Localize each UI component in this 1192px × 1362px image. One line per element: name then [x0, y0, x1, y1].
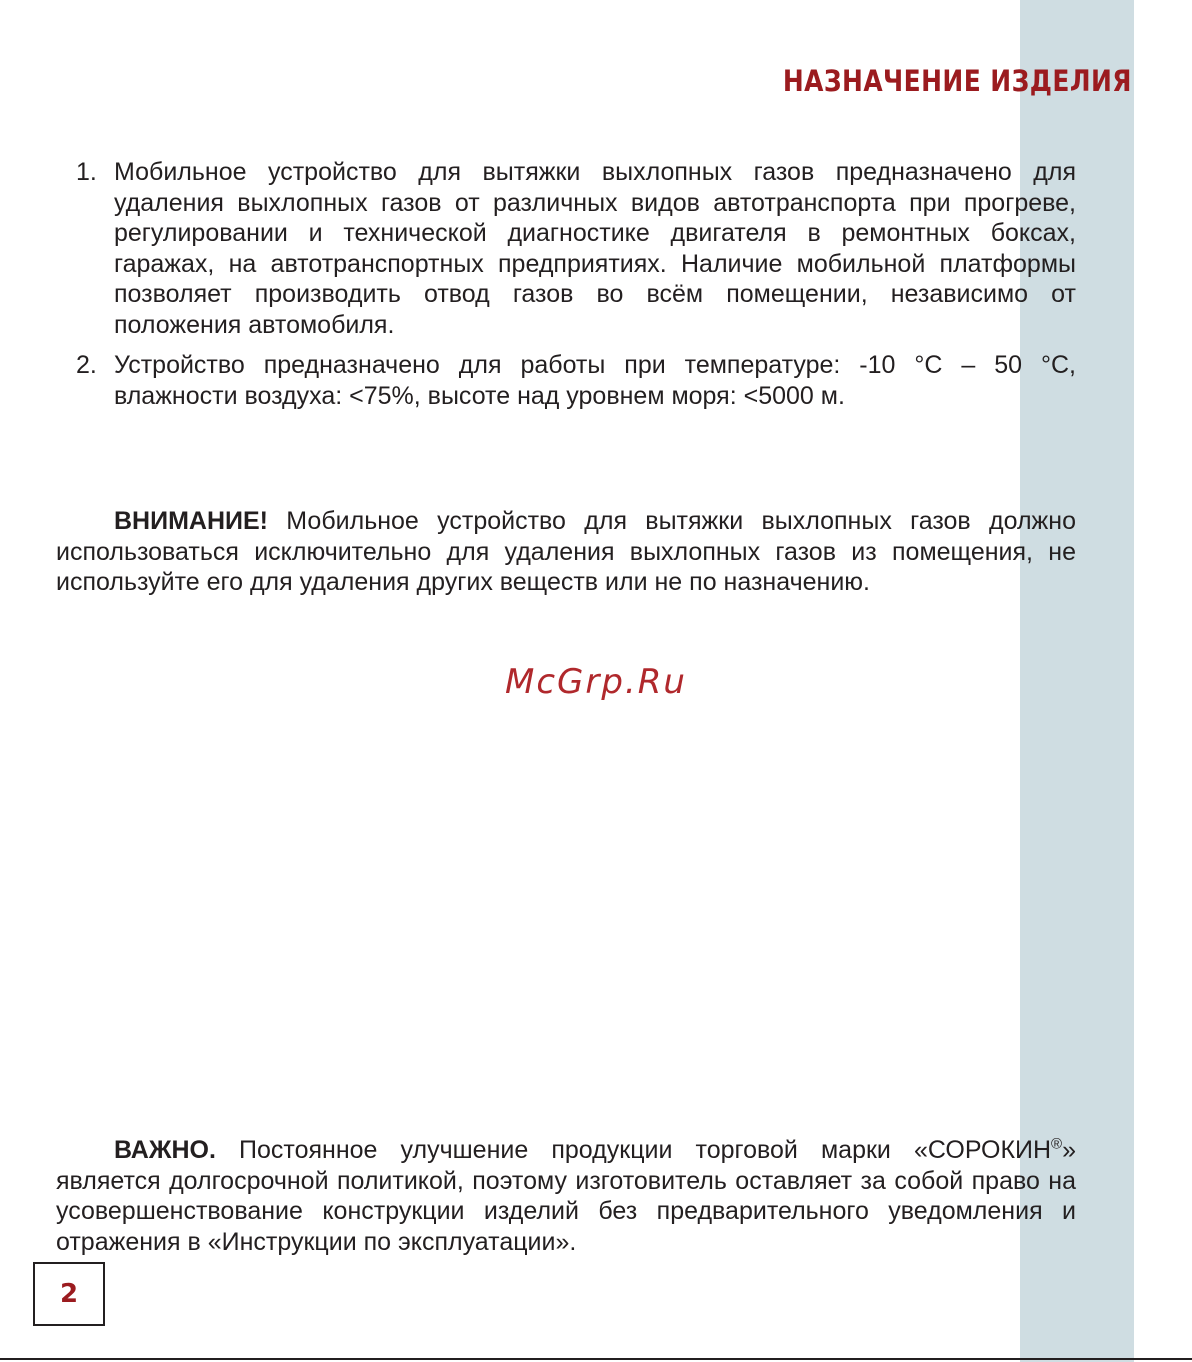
bottom-divider: [0, 1358, 1192, 1360]
important-text-start: Постоянное улучшение продукции торговой марки «СОРОКИН: [215, 1136, 1052, 1164]
list-item: [76, 157, 1076, 340]
list-item: [76, 350, 1076, 411]
warning-paragraph: [56, 506, 1076, 598]
important-lead: ВАЖНО.: [114, 1136, 216, 1164]
important-text-end: » является долгосрочной политикой, поэтому изготовитель оставляет за собой право на усовершенствование конструкции изделий без предварительного уведомления и отражения в «Инструкции по эксплуатации».: [56, 1136, 1076, 1256]
warning-text: Мобильное устройство для вытяжки выхлопных газов должно использоваться исключительно для удаления выхлопных газов из помещения, не используйте его для удаления других веществ или не по назначению.: [56, 507, 1076, 596]
purpose-list: [76, 157, 1076, 421]
list-item-number: 2.: [76, 351, 97, 379]
list-item-text: Мобильное устройство для вытяжки выхлопных газов предназначено для удаления выхлопных газов от различных видов автотранспорта при прогреве, регулировании и технической диагностике двигателя в ремонтных боксах, гаражах, на автотранспортных предприятиях. Наличие мобильной платформы позволяет производить отвод газов во всём помещении, независимо от положения автомобиля.: [114, 158, 1076, 339]
list-item-number: 1.: [76, 158, 97, 186]
warning-lead: ВНИМАНИЕ!: [114, 507, 268, 535]
page-number: 2: [59, 1279, 79, 1309]
important-paragraph: [56, 1135, 1076, 1257]
list-item-text: Устройство предназначено для работы при температуре: -10 °С – 50 °С, влажности воздуха: <75%, высоте над уровнем моря: <5000 м.: [114, 351, 1076, 410]
page-title: НАЗНАЧЕНИЕ ИЗДЕЛИЯ: [782, 64, 1132, 98]
registered-mark: ®: [1051, 1135, 1063, 1153]
page-number-box: [33, 1262, 105, 1326]
watermark: McGrp.Ru: [505, 662, 687, 702]
